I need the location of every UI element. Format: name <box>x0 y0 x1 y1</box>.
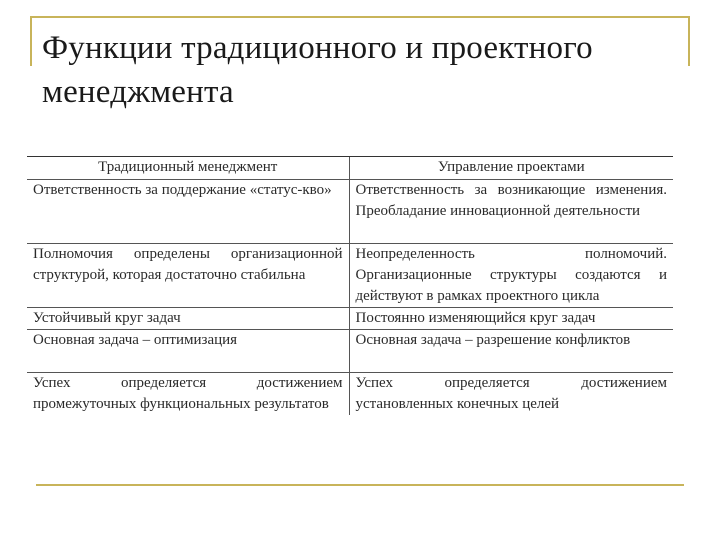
cell-traditional: Успех определяется достижением промежуточных функциональных результатов <box>33 375 343 412</box>
table-row <box>27 330 673 373</box>
comparison-table <box>27 156 673 415</box>
table-row <box>27 373 673 416</box>
frame-left-line <box>30 16 32 66</box>
table-row <box>27 180 673 244</box>
cell-project: Основная задача – разрешение конфликтов <box>349 330 673 373</box>
table-header-row <box>27 157 673 180</box>
frame-bottom-line <box>36 484 684 486</box>
cell-traditional: Устойчивый круг задач <box>27 308 349 330</box>
cell-traditional: Полномочия определены организационной структурой, которая достаточно стабильна <box>27 244 349 308</box>
cell-project: Неопределенность полномочий. Организационные структуры создаются и действуют в рамках проектного цикла <box>349 244 673 308</box>
frame-top-line <box>30 16 690 18</box>
frame-right-line <box>688 16 690 66</box>
cell-traditional: Ответственность за поддержание «статус-кво» <box>27 180 349 244</box>
header-project: Управление проектами <box>349 157 673 180</box>
cell-traditional: Основная задача – оптимизация <box>27 330 349 373</box>
cell-project: Успех определяется достижением установленных конечных целей <box>349 373 673 416</box>
table-row <box>27 308 673 330</box>
table-row <box>27 244 673 308</box>
slide-title: Функции традиционного и проектного менеджмента <box>42 30 593 110</box>
cell-project: Постоянно изменяющийся круг задач <box>349 308 673 330</box>
header-traditional: Традиционный менеджмент <box>27 157 349 180</box>
cell-project: Ответственность за возникающие изменения. Преобладание инновационной деятельности <box>349 180 673 244</box>
